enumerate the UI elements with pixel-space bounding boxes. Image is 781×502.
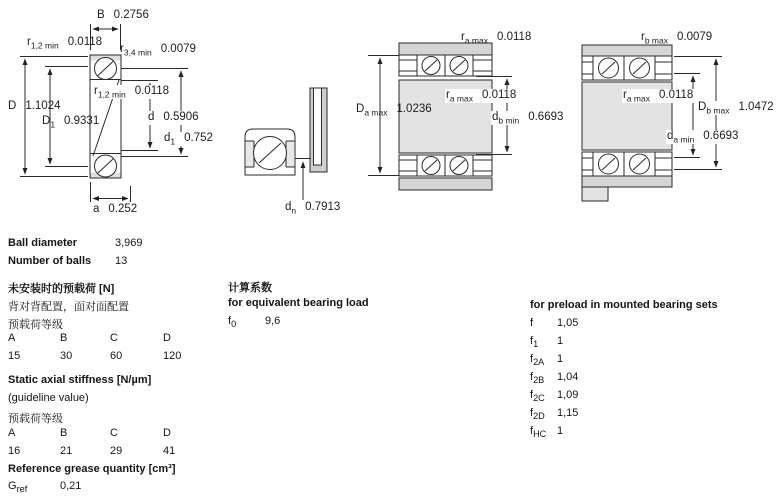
dim-label-rb-max-top (641, 31, 712, 45)
factor-symbol-sub: HC (533, 429, 547, 440)
dim-symbol-text: r (120, 43, 124, 55)
preload-class-label: 预载荷等级 (8, 319, 63, 331)
stiffness-class-b: B (60, 427, 68, 439)
stiffness-value-a: 16 (8, 444, 21, 457)
dim-label-a (93, 203, 137, 217)
factor-symbol (530, 371, 557, 389)
dim-value: 0.6693 (528, 111, 564, 123)
preload-value-b: 30 (60, 349, 73, 362)
dim-symbol (285, 201, 296, 215)
dim-label-ra-max-mid (445, 89, 517, 103)
factor-symbol-text: f (530, 353, 534, 365)
dim-label-da-min (666, 130, 739, 144)
grease-value: 0,21 (60, 480, 82, 492)
dim-value: 1.0236 (396, 103, 432, 115)
dim-value: 1.0472 (738, 101, 774, 113)
dim-symbol-sub: b min (498, 115, 520, 126)
dim-symbol-sub: b max (706, 105, 730, 116)
f0-row (228, 315, 280, 329)
dim-label-Da-max (356, 103, 432, 117)
factor-value: 1 (557, 353, 564, 365)
dim-label-ra-max-top (461, 31, 531, 45)
dim-symbol-text: r (27, 36, 31, 48)
factor-value: 1 (557, 335, 564, 347)
stiffness-value-b: 21 (60, 444, 73, 457)
dim-symbol-text: D (8, 100, 17, 112)
dim-label-dn (285, 201, 340, 215)
dim-label-D1 (42, 115, 99, 129)
factor-row-f2d (530, 407, 718, 425)
dim-symbol-text: d (492, 111, 499, 123)
dim-symbol (667, 130, 694, 144)
factor-value: 1,04 (557, 371, 579, 383)
dim-symbol (148, 111, 154, 125)
dim-value: 0.0118 (497, 31, 532, 43)
dim-symbol-sub: 1 (50, 119, 56, 130)
dim-symbol-sub: a max (464, 35, 488, 46)
factor-row-fhc (530, 425, 718, 443)
dim-symbol-text: r (461, 31, 465, 43)
dim-label-Db-max (697, 101, 775, 115)
f0-symbol-text: f (228, 315, 232, 327)
factor-symbol (530, 407, 557, 425)
dim-symbol-text: D (356, 103, 365, 115)
dim-label-D (8, 100, 61, 114)
preload-factors-section (530, 299, 718, 443)
factor-symbol (530, 389, 557, 407)
grease-symbol-sub: ref (16, 484, 28, 495)
preload-class-d: D (163, 332, 171, 344)
dim-value: 0.0079 (677, 31, 713, 43)
dim-symbol (623, 89, 650, 103)
dim-value: 0.7913 (305, 201, 341, 213)
preload-class-a: A (8, 332, 16, 344)
dim-symbol (8, 100, 16, 114)
dim-label-d1 (163, 132, 214, 146)
dim-value: 0.0118 (134, 85, 170, 97)
factor-symbol-sub: 2A (533, 357, 545, 368)
dim-value: 1.1024 (25, 100, 61, 112)
dim-label-r12-top (27, 36, 102, 50)
number-of-balls-label: Number of balls (8, 255, 92, 267)
dim-symbol-sub: 1,2 min (30, 40, 59, 51)
dim-symbol (27, 36, 59, 50)
preload-factors-heading: for preload in mounted bearing sets (530, 299, 718, 311)
factor-symbol-text: f (530, 371, 534, 383)
dim-symbol (42, 115, 55, 129)
dim-value: 0.0118 (67, 36, 103, 48)
dim-symbol-text: D (698, 101, 707, 113)
dim-symbol (97, 9, 105, 23)
dim-label-r12-mid (93, 85, 170, 99)
number-of-balls-value: 13 (115, 255, 128, 267)
ball-diameter-row (8, 237, 143, 249)
dim-value: 0.252 (108, 203, 138, 215)
equiv-load-heading: for equivalent bearing load (228, 297, 369, 309)
dim-symbol-sub: n (291, 205, 297, 216)
factor-value: 1,05 (557, 317, 579, 329)
dim-symbol-sub: a max (364, 107, 388, 118)
stiffness-value-d: 41 (163, 444, 176, 457)
dim-value: 0.0079 (160, 43, 196, 55)
dim-symbol-sub: a max (626, 93, 650, 104)
stiffness-table (8, 427, 218, 462)
dim-symbol-text: d (164, 132, 171, 144)
dim-value: 0.0118 (482, 89, 517, 101)
dim-symbol (94, 85, 126, 99)
factor-symbol-text: f (530, 407, 534, 419)
factor-symbol-sub: 2D (533, 411, 545, 422)
grease-row (8, 480, 81, 494)
dim-label-ra-max-mid-b (622, 89, 694, 103)
stiffness-class-d: D (163, 427, 171, 439)
factor-row-f2b (530, 371, 718, 389)
dim-value: 0.6693 (703, 130, 739, 142)
mounting-dimension-drawing (245, 88, 327, 200)
dim-symbol-sub: a min (673, 134, 695, 145)
dim-symbol (461, 31, 488, 45)
dim-symbol (641, 31, 668, 45)
factor-value: 1,15 (557, 407, 579, 419)
dim-symbol-sub: 1 (170, 136, 176, 147)
dim-value: 0.752 (184, 132, 213, 144)
dim-symbol-sub: b max (644, 35, 668, 46)
dim-symbol-text: d (285, 201, 292, 213)
dim-symbol-text: D (42, 115, 51, 127)
dim-symbol-sub: 3,4 min (123, 47, 152, 58)
dim-symbol-text: r (446, 89, 450, 101)
paired-bearing-drawing-b (582, 45, 722, 201)
preload-class-b: B (60, 332, 68, 344)
factor-symbol-sub: 2B (533, 375, 545, 386)
dim-symbol-text: d (148, 111, 155, 123)
factor-row-f2a (530, 353, 718, 371)
f0-symbol (228, 315, 265, 329)
grease-title: Reference grease quantity [cm³] (8, 463, 176, 475)
stiffness-subtitle: (guideline value) (8, 392, 89, 404)
f0-value: 9,6 (265, 315, 281, 327)
factor-symbol-text: f (530, 317, 534, 329)
factor-symbol-text: f (530, 389, 534, 401)
factor-symbol-sub: 2C (533, 393, 545, 404)
f0-symbol-sub: 0 (231, 319, 237, 330)
factor-symbol-text: f (530, 335, 534, 347)
number-of-balls-row (8, 255, 127, 267)
dim-label-d (147, 111, 200, 125)
preload-unmounted-table (8, 332, 218, 367)
ball-diameter-label: Ball diameter (8, 237, 78, 249)
dim-value: 0.9331 (64, 115, 100, 127)
factor-symbol-text: f (530, 425, 534, 437)
factor-symbol (530, 425, 557, 443)
dim-symbol (93, 203, 99, 217)
dim-symbol (356, 103, 387, 117)
preload-value-a: 15 (8, 349, 21, 362)
dim-label-r34 (120, 43, 196, 57)
preload-value-c: 60 (110, 349, 123, 362)
factor-value: 1 (557, 425, 564, 437)
dim-symbol (446, 89, 473, 103)
preload-arrangement-subtitle: 背对背配置，面对面配置 (8, 301, 129, 313)
factor-row-f (530, 317, 718, 335)
stiffness-class-label: 预载荷等级 (8, 413, 63, 425)
stiffness-class-c: C (110, 427, 118, 439)
dim-symbol-text: r (641, 31, 645, 43)
factor-symbol-sub: 1 (533, 339, 539, 350)
factor-symbol (530, 353, 557, 371)
stiffness-class-a: A (8, 427, 16, 439)
dim-value: 0.2756 (113, 9, 149, 21)
preload-class-c: C (110, 332, 118, 344)
dim-symbol-text: B (97, 9, 105, 21)
dim-symbol-text: r (94, 85, 98, 97)
dim-value: 0.5906 (163, 111, 199, 123)
dim-symbol (698, 101, 729, 115)
dim-symbol-sub: 1,2 min (97, 89, 126, 100)
dim-symbol-text: r (623, 89, 627, 101)
dim-symbol-text: d (667, 130, 674, 142)
grease-symbol (8, 480, 60, 494)
preload-value-d: 120 (163, 349, 182, 362)
dim-symbol-text: a (93, 203, 100, 215)
preload-unmounted-title: 未安装时的预载荷 [N] (8, 283, 115, 295)
stiffness-title: Static axial stiffness [N/µm] (8, 374, 152, 386)
dim-symbol (164, 132, 175, 146)
dim-symbol-sub: a max (449, 93, 473, 104)
calc-factors-title: 计算系数 (228, 282, 272, 294)
dim-label-db-min (491, 111, 564, 125)
factor-value: 1,09 (557, 389, 579, 401)
dim-value: 0.0118 (659, 89, 694, 101)
ball-diameter-value: 3,969 (115, 237, 143, 249)
factor-row-f1 (530, 335, 718, 353)
dim-label-B (97, 9, 149, 23)
factor-symbol (530, 317, 557, 335)
dim-symbol (492, 111, 519, 125)
stiffness-value-c: 29 (110, 444, 123, 457)
factor-symbol (530, 335, 557, 353)
dim-symbol (120, 43, 152, 57)
factor-row-f2c (530, 389, 718, 407)
grease-symbol-text: G (8, 480, 17, 492)
